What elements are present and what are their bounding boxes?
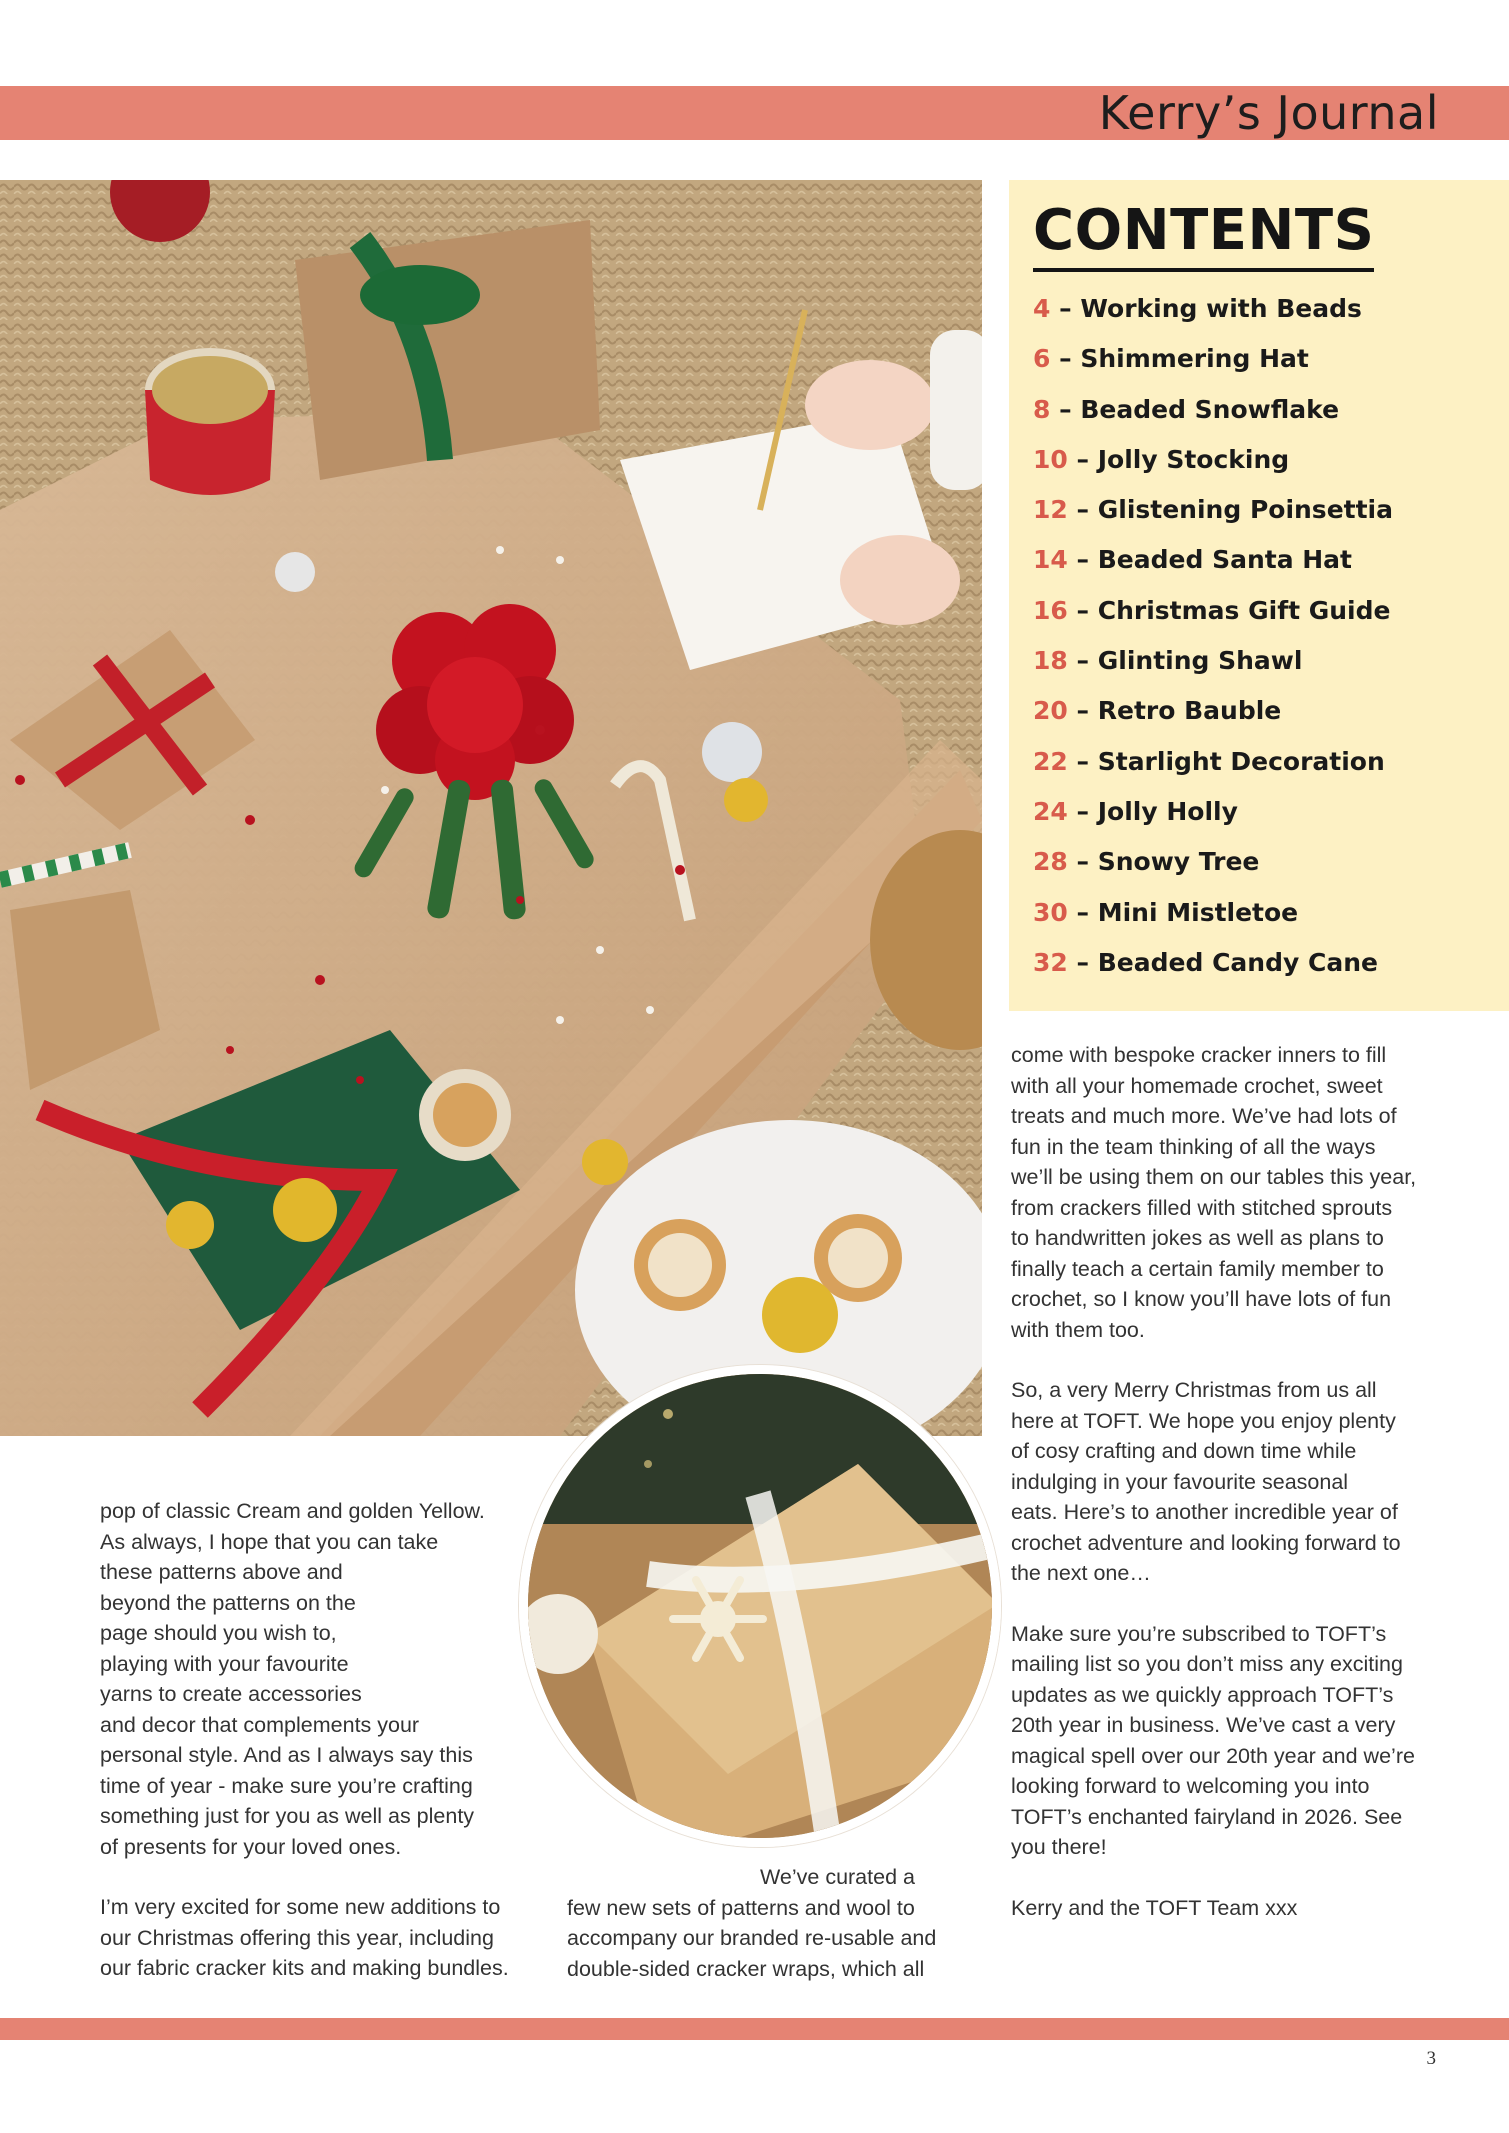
article-paragraph xyxy=(567,1862,977,1984)
contents-list xyxy=(1033,284,1393,988)
text-line: Make sure you’re subscribed to TOFT’s xyxy=(1011,1621,1387,1646)
text-line: crochet, so I know you’ll have lots of fun xyxy=(1011,1287,1392,1311)
text-line: of cosy crafting and down time while xyxy=(1011,1439,1357,1463)
text-line: from crackers filled with stitched sprouts xyxy=(1011,1195,1393,1220)
text-line: something just for you as well as plenty xyxy=(100,1804,475,1828)
signoff xyxy=(1011,1893,1451,1924)
text-line: we’ll be using them on our tables this year, xyxy=(1011,1165,1417,1189)
text-line: finally teach a certain family member to xyxy=(1011,1256,1384,1281)
contents-page-number: 28 xyxy=(1033,847,1068,877)
contents-title: Snowy Tree xyxy=(1097,847,1260,877)
contents-title: Christmas Gift Guide xyxy=(1097,595,1391,625)
contents-item xyxy=(1033,837,1393,887)
contents-item xyxy=(1033,737,1393,787)
contents-page-number: 12 xyxy=(1033,495,1068,525)
contents-item xyxy=(1033,485,1393,535)
contents-page-number: 16 xyxy=(1033,595,1068,625)
contents-item xyxy=(1033,435,1393,485)
contents-title: Beaded Santa Hat xyxy=(1097,545,1353,575)
contents-dash: – xyxy=(1059,394,1072,424)
text-line: yarns to create accessories xyxy=(100,1682,362,1706)
contents-page-number: 32 xyxy=(1033,947,1068,977)
contents-page-number: 24 xyxy=(1033,796,1068,826)
contents-item xyxy=(1033,787,1393,837)
contents-page-number: 30 xyxy=(1033,897,1068,927)
contents-dash: – xyxy=(1076,595,1090,625)
contents-title: Jolly Holly xyxy=(1097,796,1238,826)
contents-dash: – xyxy=(1076,646,1090,676)
text-line: playing with your favourite xyxy=(100,1651,349,1676)
text-line: and decor that complements your xyxy=(100,1712,420,1737)
article-paragraph xyxy=(100,1496,540,1862)
text-line: I’m very excited for some new additions to xyxy=(100,1895,501,1919)
journal-title: Kerry’s Journal xyxy=(1098,86,1439,140)
text-line: personal style. And as I always say this xyxy=(100,1743,473,1767)
contents-dash: – xyxy=(1076,545,1090,575)
text-line: you there! xyxy=(1011,1835,1107,1859)
contents-title: Working with Beads xyxy=(1080,294,1362,323)
contents-page-number: 8 xyxy=(1033,394,1051,424)
contents-page-number: 18 xyxy=(1033,646,1068,676)
contents-item xyxy=(1033,888,1393,938)
text-line: Kerry and the TOFT Team xxx xyxy=(1011,1895,1298,1920)
contents-title: Glistening Poinsettia xyxy=(1097,495,1393,525)
text-line: our fabric cracker kits and making bundles. xyxy=(100,1956,509,1980)
contents-item xyxy=(1033,284,1393,334)
contents-dash: – xyxy=(1076,696,1090,726)
text-line: updates as we quickly approach TOFT’s xyxy=(1011,1682,1394,1707)
text-line: our Christmas offering this year, including xyxy=(100,1925,494,1950)
contents-item xyxy=(1033,586,1393,636)
text-line: beyond the patterns on the xyxy=(100,1590,356,1615)
text-line: page should you wish to, xyxy=(100,1621,337,1645)
contents-title: Retro Bauble xyxy=(1097,696,1282,726)
text-line: here at TOFT. We hope you enjoy plenty xyxy=(1011,1408,1396,1433)
article-middle-column xyxy=(567,1862,977,1984)
text-line: fun in the team thinking of all the ways xyxy=(1011,1134,1376,1159)
contents-title: Jolly Stocking xyxy=(1097,444,1290,474)
text-line: to handwritten jokes as well as plans to xyxy=(1011,1226,1384,1250)
text-line: So, a very Merry Christmas from us all xyxy=(1011,1378,1377,1402)
contents-item xyxy=(1033,686,1393,736)
text-line: treats and much more. We’ve had lots of xyxy=(1011,1104,1397,1128)
page-number: 3 xyxy=(1426,2048,1436,2069)
contents-dash: – xyxy=(1059,294,1072,323)
contents-heading: CONTENTS xyxy=(1033,198,1374,272)
contents-item xyxy=(1033,535,1393,585)
article-left-column xyxy=(100,1496,540,1984)
text-line: the next one… xyxy=(1011,1561,1151,1585)
contents-dash: – xyxy=(1076,847,1090,877)
contents-title: Starlight Decoration xyxy=(1097,746,1385,776)
text-line: of presents for your loved ones. xyxy=(100,1834,402,1859)
article-paragraph xyxy=(1011,1040,1451,1345)
contents-dash: – xyxy=(1076,796,1090,826)
contents-dash: – xyxy=(1076,495,1090,525)
text-line: eats. Here’s to another incredible year of xyxy=(1011,1500,1398,1524)
contents-page-number: 10 xyxy=(1033,444,1068,474)
contents-dash: – xyxy=(1076,444,1090,474)
article-paragraph xyxy=(100,1892,540,1984)
hero-photo xyxy=(0,180,982,1436)
contents-title: Beaded Snowflake xyxy=(1080,394,1340,424)
contents-dash: – xyxy=(1076,897,1090,927)
text-line: magical spell over our 20th year and we’re xyxy=(1011,1743,1415,1768)
contents-item xyxy=(1033,334,1393,384)
article-paragraph xyxy=(1011,1619,1451,1863)
footer-band xyxy=(0,2018,1509,2040)
text-line: come with bespoke cracker inners to fill xyxy=(1011,1043,1387,1067)
article-paragraph xyxy=(1011,1375,1451,1589)
text-line: these patterns above and xyxy=(100,1560,343,1584)
gift-circle-photo xyxy=(519,1365,1001,1847)
contents-dash: – xyxy=(1076,746,1090,776)
contents-title: Mini Mistletoe xyxy=(1097,897,1299,927)
contents-page-number: 6 xyxy=(1033,344,1051,374)
text-line: indulging in your favourite seasonal xyxy=(1011,1469,1349,1494)
text-line: with them too. xyxy=(1011,1317,1145,1342)
contents-page-number: 22 xyxy=(1033,746,1068,776)
article-right-column xyxy=(1011,1040,1451,1923)
text-line: 20th year in business. We’ve cast a very xyxy=(1011,1713,1396,1737)
contents-item xyxy=(1033,938,1393,988)
text-line: accompany our branded re-usable and xyxy=(567,1926,937,1950)
contents-title: Glinting Shawl xyxy=(1097,646,1303,676)
contents-title: Beaded Candy Cane xyxy=(1097,947,1378,977)
text-line: few new sets of patterns and wool to xyxy=(567,1895,915,1920)
text-line: pop of classic Cream and golden Yellow. xyxy=(100,1499,485,1523)
contents-title: Shimmering Hat xyxy=(1080,344,1309,374)
text-line: crochet adventure and looking forward to xyxy=(1011,1530,1401,1555)
contents-page-number: 20 xyxy=(1033,696,1068,726)
text-line: looking forward to welcoming you into xyxy=(1011,1774,1370,1798)
contents-page-number: 14 xyxy=(1033,545,1068,575)
contents-panel xyxy=(1009,180,1509,1011)
text-line: mailing list so you don’t miss any exciting xyxy=(1011,1652,1403,1676)
contents-item xyxy=(1033,636,1393,686)
text-line: with all your homemade crochet, sweet xyxy=(1011,1073,1383,1098)
contents-page-number: 4 xyxy=(1033,294,1051,323)
contents-dash: – xyxy=(1076,947,1090,977)
text-line: TOFT’s enchanted fairyland in 2026. See xyxy=(1011,1804,1403,1829)
contents-dash: – xyxy=(1059,344,1072,374)
text-line: time of year - make sure you’re crafting xyxy=(100,1773,473,1798)
text-line: As always, I hope that you can take xyxy=(100,1529,439,1554)
text-line: double-sided cracker wraps, which all xyxy=(567,1956,925,1981)
text-line: We’ve curated a xyxy=(760,1865,915,1889)
contents-item xyxy=(1033,385,1393,435)
header-band xyxy=(0,86,1509,140)
